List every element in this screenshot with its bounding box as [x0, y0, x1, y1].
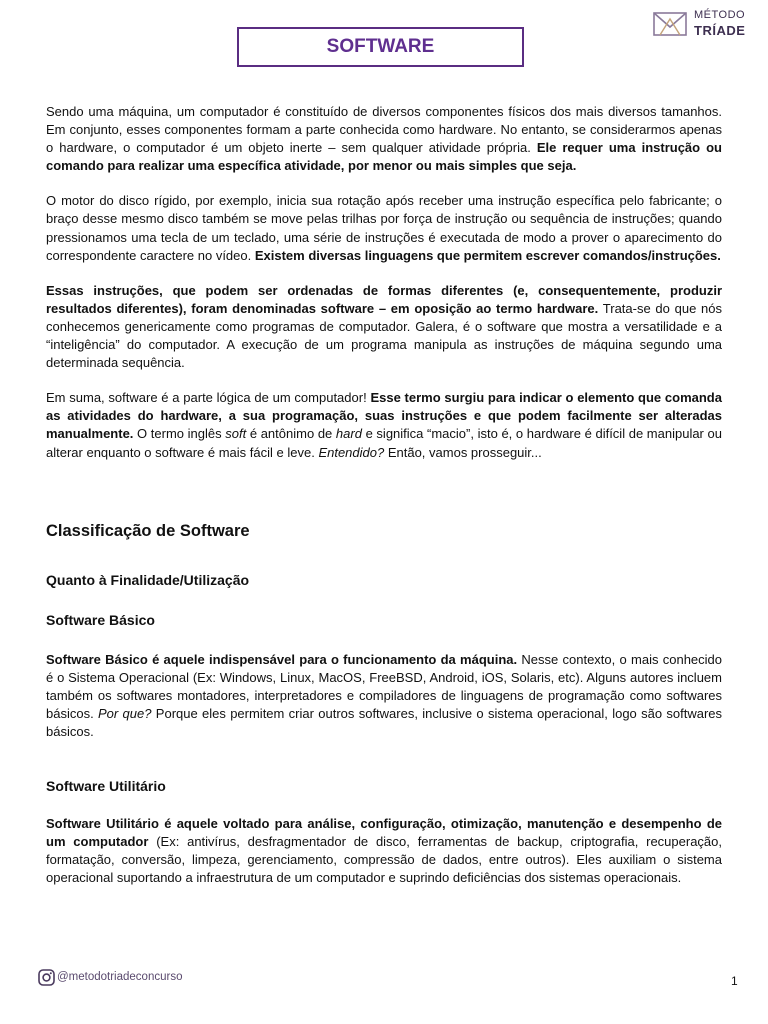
p2-bold: Existem diversas linguagens que permitem escrever comandos/instruções. — [254, 247, 721, 263]
p4-italic-entendido: Entendido? — [318, 444, 385, 460]
p1-text: Sendo uma máquina, um computador é constituído de diversos componentes físicos dos mais diversos tamanhos. Em conjunto, esses componentes formam a parte conhecida como hardware. No entanto, se considerarmos apenas o hardware, o computador é um objeto inerte – sem qualquer atividade própria. — [46, 104, 722, 156]
p4-text-4: e significa “macio”, isto é, o hardware é difícil de manipular ou alterar enquanto o software é mais fácil e leve. — [46, 426, 722, 460]
p4-text-2: O termo inglês — [133, 426, 226, 442]
section-subheading: Quanto à Finalidade/Utilização — [46, 572, 250, 588]
brand-line2: TRÍADE — [694, 23, 746, 38]
paragraph-3 — [46, 282, 722, 372]
software-basico-block — [46, 651, 722, 741]
su-text: (Ex: antivírus, desfragmentador de disco, ferramentas de backup, criptografia, recuperação, formatação, conversão, limpeza, gerenciamento, compressão de dados, entre outros). Eles auxiliam o sistema operacional suportando a infraestrutura de um computador e suprindo deficiências dos sistemas operacionais. — [46, 834, 722, 886]
p4-italic-soft: soft — [225, 426, 247, 442]
p4-text-1: Em suma, software é a parte lógica de um computador! — [46, 390, 371, 406]
intro-content — [46, 103, 722, 462]
sb-text-1: Nesse contexto, o mais conhecido é o Sistema Operacional (Ex: Windows, Linux, MacOS, FreeBSD, Android, iOS, Solaris, etc). Alguns autores incluem também os softwares montadores, interpretadores e compiladores de linguagens de programação como softwares básicos. — [46, 652, 723, 722]
p4-italic-hard: hard — [335, 426, 362, 442]
page-title: SOFTWARE — [326, 36, 435, 57]
software-utilitario-block — [46, 815, 722, 887]
software-basico-paragraph — [46, 651, 722, 741]
p4-text-5: Então, vamos prosseguir... — [384, 444, 542, 460]
p2-text: O motor do disco rígido, por exemplo, inicia sua rotação após receber uma instrução específica pelo fabricante; o braço desse mesmo disco também se move pelas trilhas por força de instrução ou sequência de instruções; quando pressionamos uma tecla de um teclado, uma série de instruções é executada de modo a prover o aparecimento do correspondente caractere no vídeo. — [46, 193, 722, 263]
paragraph-2 — [46, 192, 722, 264]
section-heading: Classificação de Software — [46, 522, 250, 540]
software-utilitario-heading: Software Utilitário — [46, 778, 166, 794]
sb-italic: Por que? — [98, 706, 152, 722]
instagram-handle[interactable]: @metodotriadeconcurso — [57, 971, 183, 983]
brand-line1: MÉTODO — [694, 9, 746, 21]
p4-bold: Esse termo surgiu para indicar o elemento que comanda as atividades do hardware, a sua programação, suas instruções e que podem facilmente ser alteradas manualmente. — [46, 390, 722, 442]
p1-bold: Ele requer uma instrução ou comando para realizar uma específica atividade, por menor ou mais simples que seja. — [46, 140, 722, 174]
sb-bold: Software Básico é aquele indispensável para o funcionamento da máquina. — [46, 652, 518, 667]
p3-text: Trata-se do que nós conhecemos genericamente como programas de computador. Galera, é o software que mostra a versatilidade e a “inteligência” do computador. A execução de um programa manipula as instruções de máquina segundo uma determinada sequência. — [46, 300, 722, 371]
triangle-envelope-icon — [652, 9, 688, 39]
p3-bold: Essas instruções, que podem ser ordenadas de formas diferentes (e, consequentemente, produzir resultados diferentes), foram denominadas software – em oposição ao termo hardware. — [46, 282, 722, 316]
sb-text-2: Porque eles permitem criar outros softwares, inclusive o sistema operacional, logo são softwares básicos. — [46, 706, 723, 740]
software-utilitario-paragraph — [46, 815, 722, 887]
p4-text-3: é antônimo de — [246, 426, 336, 442]
brand-logo — [652, 8, 762, 42]
paragraph-1 — [46, 103, 722, 175]
software-basico-heading: Software Básico — [46, 612, 155, 628]
paragraph-4 — [46, 389, 722, 461]
su-bold: Software Utilitário é aquele voltado para análise, configuração, otimização, manutenção e desempenho de um computador — [46, 816, 722, 850]
instagram-icon — [38, 969, 55, 986]
title-box — [237, 27, 524, 67]
footer-instagram[interactable] — [38, 968, 182, 986]
page-number: 1 — [731, 974, 738, 988]
